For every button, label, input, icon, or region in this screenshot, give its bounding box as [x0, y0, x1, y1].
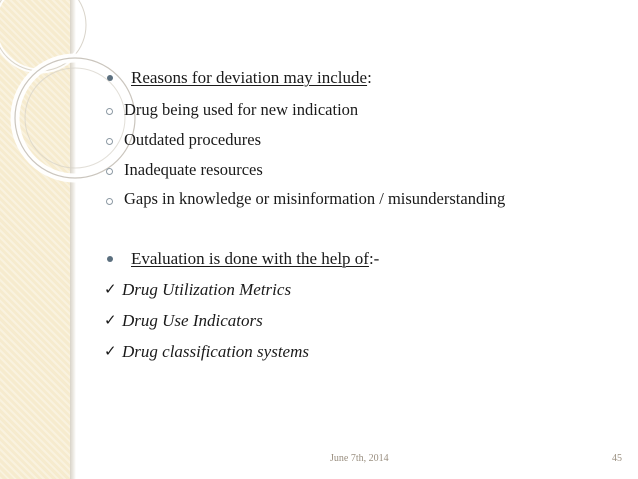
bullet-suffix: : — [367, 68, 372, 87]
list-item-text: Drug being used for new indication — [124, 100, 359, 119]
footer-date: June 7th, 2014 — [330, 453, 389, 464]
ring-bullet-icon — [106, 198, 113, 205]
list-item — [104, 155, 604, 185]
ring-bullet-icon — [106, 168, 113, 175]
ring-bullet-icon — [106, 138, 113, 145]
check-item-text: Drug Utilization Metrics — [122, 280, 292, 299]
bullet-suffix: :- — [368, 249, 380, 268]
evaluation-checklist — [104, 274, 604, 367]
filled-circle-bullet-icon — [107, 75, 113, 81]
list-item-text: Inadequate resources — [124, 160, 263, 179]
reasons-list — [104, 95, 604, 213]
list-item-text: Gaps in knowledge or misinformation / misunderstanding — [124, 189, 506, 208]
check-item — [104, 274, 604, 305]
bullet-evaluation — [104, 247, 604, 271]
bullet-text: Reasons for deviation may include — [131, 68, 368, 87]
list-item — [104, 185, 604, 213]
footer-page-number: 45 — [612, 453, 622, 464]
slide-content — [104, 66, 604, 367]
filled-circle-bullet-icon — [107, 256, 113, 262]
list-item — [104, 95, 604, 125]
list-item-text: Outdated procedures — [124, 130, 261, 149]
check-mark-icon: ✓ — [104, 280, 117, 298]
list-item — [104, 125, 604, 155]
check-item-text: Drug Use Indicators — [122, 311, 263, 330]
check-mark-icon: ✓ — [104, 311, 117, 329]
check-mark-icon: ✓ — [104, 342, 117, 360]
check-item — [104, 305, 604, 336]
check-item-text: Drug classification systems — [122, 342, 309, 361]
bullet-text: Evaluation is done with the help of — [131, 249, 369, 268]
bullet-reasons — [104, 66, 604, 90]
check-item — [104, 336, 604, 367]
ring-bullet-icon — [106, 108, 113, 115]
